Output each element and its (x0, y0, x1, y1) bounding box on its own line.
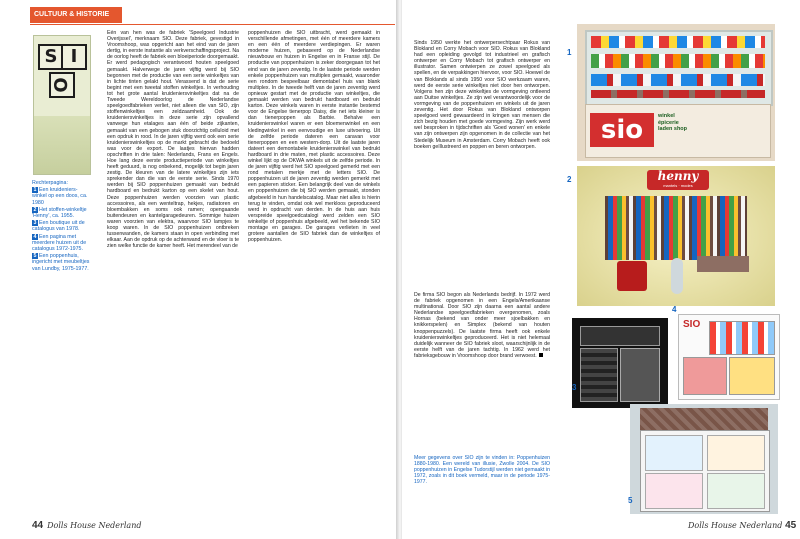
photo-dolls-house (630, 404, 778, 514)
end-mark (539, 353, 543, 357)
article-column-1: Eén van hen was de fabriek 'Speelgoed Industrie Overijssel', merknaam SIO. Deze fabriek, gevestigd in Vroomshoop, was opgericht aan het eind van de jaren dertig, in eerste instantie als verkverschaffingsproject. Na de oorlog heeft de fabriek een bloeiperiode doorgemaakt. Er werd pedagogisch verantwoord houten speelgoed gemaakt. Halverwege de jaren vijftig werd bij SIO begonnen met de productie van een serie winkeltjes van in lichte tinten gelakt hout. Verassend is dat de serie begint met een tweetal stoffen winkeltjes. In verhouding tot het grote aantal kruideniersvinkeltjes dat na de Tweede Wereldoorlog de Nederlandse speelgoedfabrieken verliet, niet alleen die van SIO, zijn stoffenwinkeltjes een zeldzaamheid. Ook de kruideniersvinkeltjes in deze serie zijn opvallend vanwege hun etalages aan één of beide zijkanten, gemaakt van een gebogen stuk doorzichtig celluloid met een opdruk in rood. In de jaren vijftig werd ook een serie kruidenierswinkeltjes op de markt gebracht die bedoeld was voor de export. De laatjes hiervan hadden opschriften in drie talen: Nederlands, Frans en Engels. Hoe lang deze eerste productieperiode van winkeltjes heeft geduurd, is nog onbekend, mogelijk tot begin jaren zestig. De kleuren van de latere winkeltjes zijn iets sprekender dan die van de eerste serie. Sinds 1970 werden bij SIO poppenhuizen gemaakt van bedrukt hardboard en bedrukt karton op een skelet van hout. Deze poppenhuizen werden voorzien van plastic accessoires, als een wenteltrap, hekjes, radiatoren en bloembakken en soms ook ramen; opengaande buitendeuren en kantelgaragedeuren. Sommige huizen waren voorzien van elektra, waarvoor SIO lampjes te koop waren. In de SIO poppenhuizen ontbreken tussenwanden, de kamers staan in open verbinding met elkaar. Aan de opdruk op de achterwand en de vloer is te zien welke functie de kamer heeft. Het merendeel van de (107, 30, 239, 250)
cube-s: S (38, 44, 64, 70)
article-column-3b: De firma SIO begon als Nederlands bedrijf. In 1972 werd de fabriek opgenomen in een Engels/Amerikaanse multinational. Door SIO zijn daarna een aantal andere Nederlandse speelgoedfabrieken overgenomen, zoals Hornas (bekend van onder meer sjoelbakken en knikkerspelen) en Simplex (bekend van houten knoppenpuzzels). De laatste firma heeft ook enkele kruidenierswinkeltjes geproduceerd. Het is niet helemaal duidelijk wanneer de SIO fabriek sloot, waarschijnlijk in de eerste helft van de jaren tachtig. In 1962 werd het fabrieksgebouw in Vroomshoop door brand verwoest. (414, 292, 550, 359)
blocks-shadow (34, 116, 90, 174)
photo-grocery-shop (577, 24, 775, 161)
article-column-3a: Sinds 1950 werkte het ontwerpersechtpaar Rokus van Blokland en Corry Mobach voor SIO. Rokus van Blokland had een opleiding gevolgd tot industrieel en grafisch ontwerper en Corry Mobach tot grafisch ontwerper en illustrator. Samen ontwierpen ze zowel speelgoed als spellen, en de verpakkingen hiervoor, voor SIO. Hoewel de van Bloklands al sinds 1950 voor SIO werkzaam waren, werd de eerste serie winkeltjes niet door hen ontworpen. Volgens hen zijn deze winkeltjes de vormgeving ontleend aan Duitse winkeltjes. Ze zijn wel verantwoordelijk voor de vormgeving van de poppenhuizen en winkels uit de jaren zeventig. Het door Rokus van Blokland ontworpen speelgoed werd gewaardeerd in kringen van mensen die zich bezig houden met goede vormgeving. Zijn werk werd wel besproken in tijdschriften als 'Goed wonen' en enkele van zijn ontwerpen zijn opgenomen in de collectie van het Stedelijk Museum in Amsterdam. Corry Mobach heeft ook boeken geïllustreerd en poppen en beren ontworpen. (414, 40, 550, 150)
left-footer (32, 520, 141, 531)
photo-number: 4 (672, 305, 677, 314)
caption-item: 1 Een kruideniers-winkel op een doos, ca. 1980 (32, 187, 88, 206)
catalogue-brand: SIO (683, 319, 701, 330)
magazine-name: Dolls House Nederland (47, 521, 142, 530)
photo-number: 2 (567, 175, 572, 184)
photo-captions (32, 180, 92, 273)
caption-item: 4 Een pagina met meerdere huizen uit de catalogus 1972-1975. (32, 233, 87, 253)
caption-item: 5 Een poppenhuis, ingericht met meubeltjes van Lundby, 1975-1977. (32, 253, 90, 272)
photo-number: 5 (628, 496, 633, 505)
photo-number: 1 (567, 48, 572, 57)
right-page (402, 0, 800, 539)
right-footer (684, 520, 796, 531)
section-label: CULTUUR & HISTORIE (30, 7, 122, 23)
fabric-rolls (605, 196, 747, 260)
article-column-2: poppenhuizen die SIO uitbracht, werd gemaakt in verschillende afmetingen, met één of meerdere kamers en een één of meerdere verdiepingen. Er waren moderne huizen, gebaseerd op de Nederlandse nieuwbouw en huizen in Engelse en in Franse stijl. De productie van poppenhuizen is zeker doorgegaan tot het eind van de jaren zeventig. In de laatste periode werden enkele poppenhuizen van multiplex gemaakt, waaronder een rondom bespeelbaar demontabel huis van blank multiplex. In de tweede helft van de jaren zeventig werd opnieuw gestart met de productie van winkeltjes, die gemaakt werden van bedrukt hardboard en bedrukt karton. Deze winkels waren in eerste instantie bestemd voor de Engelse tienerpop Daisy, die net iets kleiner is dan tienerpoppen als Barbie. Behalve een kruidenierswinkel waren er een bloemenwinkel en een kledingwinkel in een eenvoudige en luxe uitvoering. Uit de zelfde periode dateren een caravan voor tienerpoppen en een western-dorp. Uit de laatste jaren dateert een demontabele kruidenierswinkel van bedrukt hardboard in drie maten, met plastic accessoires. Deze winkel lijkt op de OKWA winkels uit de zelfde periode. In de jaren vijftig werd het SIO speelgoed gemerkt met een rond metalen merkje met de letters SIO. De poppenhuizen uit de jaren zeventig werden gemerkt met een papieren sticker. Een belangrijk deel van de winkels en poppenhuizen die bij SIO werden gemaakt, stonden afgebeeld in hun handelscatalog. Maar niet alles is hierin terug te vinden, omdat ook wel merkloos geproduceerd werd in opdracht van derden. In de huis aan huis verspreide speelgoedcatalogi werd zelden een SIO winkeltje of poppenhuis afgebeeld, wel het bekende SIO montage en garages. De garages verlieten in veel grotere aantallen de SIO fabriek dan de winkeltjes of poppenhuizen. (248, 30, 380, 244)
caption-item: 3 Een boutique uit de catalogus van 1978. (32, 220, 85, 233)
shop-shelves (585, 30, 773, 106)
cube-i: I (61, 44, 87, 70)
mannequin (671, 258, 683, 294)
page-number: 44 (32, 520, 44, 531)
reference-note: Meer gegevens over SIO zijn te vinden in: Poppenhuizen 1880-1980. Een wereld van illusie, Zwolle 2004. De SIO poppenhuizen in Engelse Tudorstijl werden niet gemaakt in 1972, zoals in dit boek vermeld, maar in de periode 1975-1977. (414, 455, 550, 486)
photo-henny-shop (577, 166, 775, 306)
henny-sign: henny mantels · modes (647, 170, 709, 190)
photo-catalogue-page (678, 314, 780, 400)
house-body (640, 430, 770, 512)
page-number: 45 (785, 520, 797, 531)
photo-boutique (572, 318, 668, 408)
left-page (0, 0, 398, 539)
sio-blocks-photo (33, 35, 91, 175)
counter (697, 256, 749, 272)
caption-item: 2 Het stoffen-winkeltje 'Henny', ca. 1955. (32, 206, 87, 220)
sio-logo: sio (590, 113, 654, 147)
caption-lead: Rechterpagina: (32, 180, 68, 186)
house-roof (640, 408, 768, 430)
section-rule (30, 24, 395, 25)
shop-box (585, 104, 771, 158)
photo-number: 3 (572, 383, 577, 392)
magazine-name: Dolls House Nederland (688, 521, 783, 530)
box-label: winkel épicerie laden shop (658, 113, 688, 132)
chair (617, 261, 647, 291)
cube-o: O (49, 72, 75, 98)
